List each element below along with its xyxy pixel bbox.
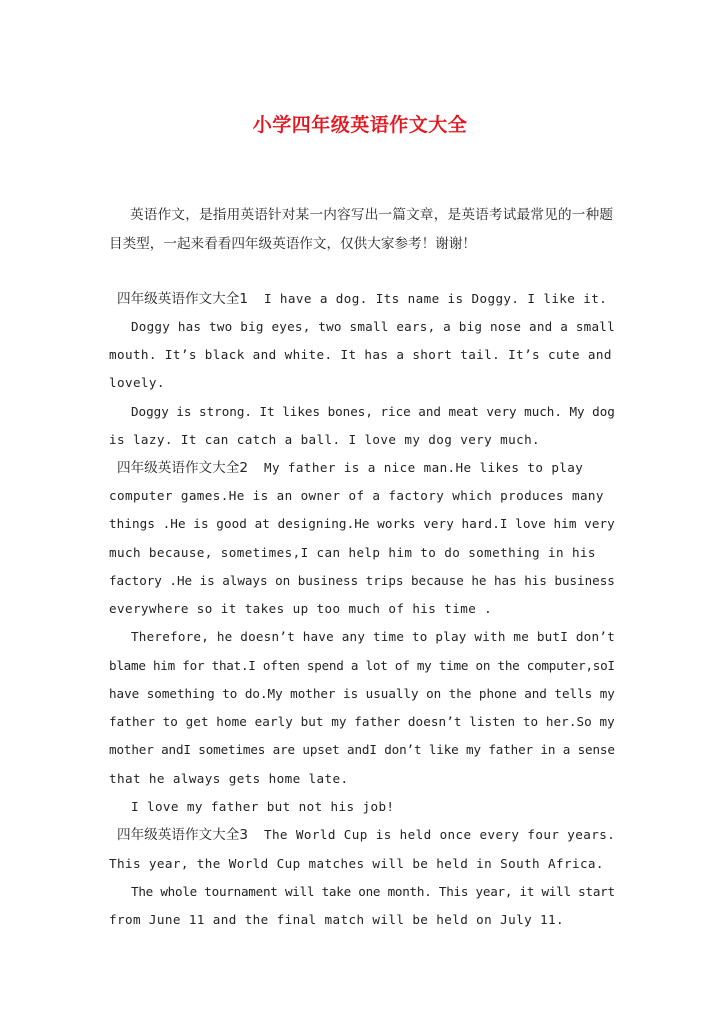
text-line: things .He is good at designing.He works very hard.I love him very: [109, 516, 615, 531]
intro-paragraph: 英语作文，是指用英语针对某一内容写出一篇文章，是英语考试最常见的一种题目类型，一起来看看四年级英语作文，仅供大家参考！谢谢！: [109, 207, 613, 252]
text-line: mother andI sometimes are upset andI don’t like my father in a sense: [109, 742, 615, 757]
section-1-heading: 四年级英语作文大全1: [117, 291, 248, 307]
section-3-first-line: [117, 826, 615, 844]
text-line: that he always gets home late.: [109, 771, 349, 786]
text-line: computer games.He is an owner of a factory which produces many: [109, 488, 604, 503]
text-line: The World Cup is held once every four years.: [263, 827, 616, 842]
text-line: from June 11 and the final match will be held on July 11.: [109, 912, 564, 927]
text-line: have something to do.My mother is usually on the phone and tells my: [109, 686, 615, 701]
text-line: My father is a nice man.He likes to play: [263, 460, 584, 475]
text-line: is lazy. It can catch a ball. I love my dog very much.: [109, 432, 541, 447]
text-line: Doggy has two big eyes, two small ears, a big nose and a small: [131, 319, 615, 334]
section-2-heading: 四年级英语作文大全2: [117, 460, 248, 476]
text-line: everywhere so it takes up too much of his time .: [109, 601, 493, 616]
text-line: factory .He is always on business trips because he has his business: [109, 573, 615, 588]
section-3-heading: 四年级英语作文大全3: [117, 827, 248, 843]
text-line: This year, the World Cup matches will be held in South Africa.: [109, 856, 604, 871]
text-line: father to get home early but my father doesn’t listen to her.So my: [109, 714, 615, 729]
text-line: Therefore, he doesn’t have any time to play with me butI don’t: [131, 629, 615, 644]
section-1-first-line: [117, 290, 607, 308]
text-line: Doggy is strong. It likes bones, rice and meat very much. My dog: [131, 404, 615, 419]
text-line: mouth. It’s black and white. It has a short tail. It’s cute and: [109, 347, 612, 362]
section-2-first-line: [117, 459, 583, 477]
text-line: much because, sometimes,I can help him to do something in his: [109, 545, 596, 560]
text-line: I love my father but not his job!: [131, 799, 395, 814]
document-title: 小学四年级英语作文大全: [252, 114, 468, 136]
text-line: lovely.: [109, 375, 165, 390]
text-line: blame him for that.I often spend a lot of my time on the computer,soI: [109, 658, 615, 673]
text-line: The whole tournament will take one month. This year, it will start: [131, 884, 615, 899]
text-line: I have a dog. Its name is Doggy. I like it.: [263, 291, 608, 306]
